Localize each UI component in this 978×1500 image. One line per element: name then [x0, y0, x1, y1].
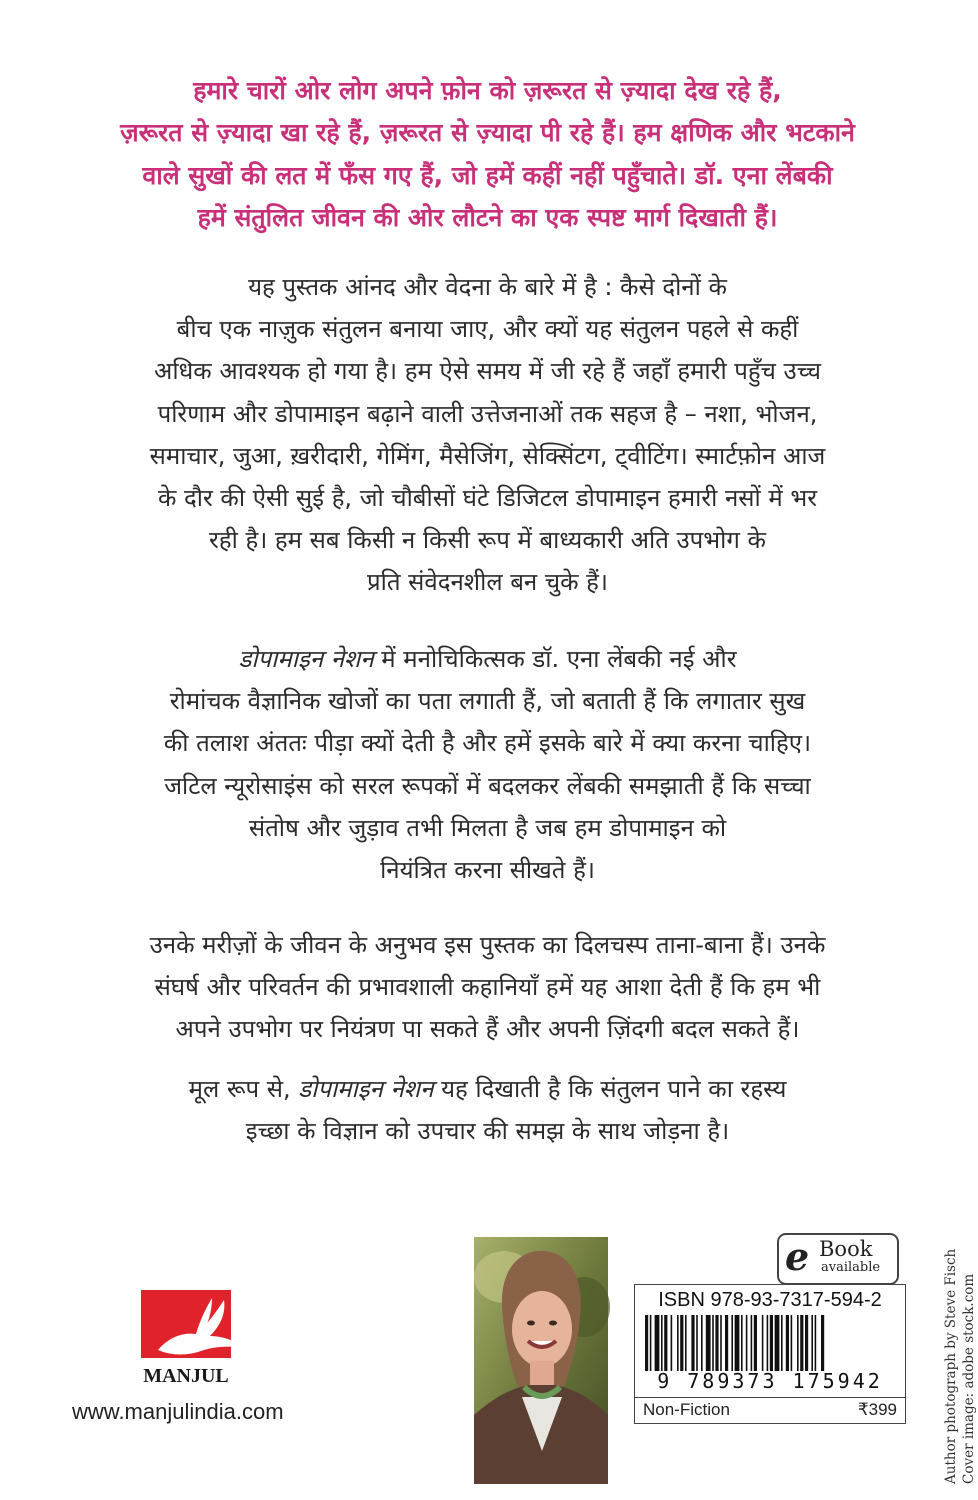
text-line: रोमांचक वैज्ञानिक खोजों का पता लगाती हैं, जो बताती हैं कि लगातार सुख [169, 687, 806, 716]
text-line: के दौर की ऐसी सुई है, जो चौबीसों घंटे डिजिटल डोपामाइन हमारी नसों में भर [157, 484, 818, 513]
text-line: संघर्ष और परिवर्तन की प्रभावशाली कहानियाँ हमें यह आशा देती हैं कि हम भी [154, 973, 821, 1002]
barcode-number: 9 789373 175942 [657, 1369, 883, 1393]
barcode-bar [671, 1315, 673, 1371]
photo-credits [942, 1249, 978, 1484]
barcode-bar [762, 1315, 764, 1371]
publisher-logo [138, 1290, 250, 1388]
text-line: परिणाम और डोपामाइन बढ़ाने वाली उत्तेजनाओं तक सहज है – नशा, भोजन, [157, 399, 818, 428]
text-line: जटिल न्यूरोसाइंस को सरल रूपकों में बदलकर लेंबकी समझाती हैं कि सच्चा [164, 771, 811, 800]
book-title-italic: डोपामाइन नेशन [238, 645, 374, 673]
text-line [60, 638, 915, 680]
isbn-barcode-box [634, 1284, 906, 1398]
text-fragment: में मनोचिकित्सक डॉ. एना लेंबकी नई और [373, 645, 737, 673]
credit-line: Cover image: adobe stock.com [961, 1273, 977, 1484]
isbn-label: ISBN 978-93-7317-594-2 [658, 1289, 882, 1311]
barcode-bar [751, 1315, 753, 1371]
description-paragraph-4 [60, 1068, 915, 1152]
barcode-bar [701, 1315, 703, 1371]
barcode-bar [735, 1315, 740, 1371]
barcode-bar [754, 1315, 757, 1371]
description-paragraph-3 [60, 924, 915, 1051]
description-paragraph-1 [60, 266, 915, 604]
intro-line: हमें संतुलित जीवन की ओर लौटने का एक स्पष्ट मार्ग दिखाती हैं। [197, 202, 778, 232]
barcode-bar [691, 1315, 694, 1371]
credit-line: Author photograph by Steve Fisch [943, 1248, 959, 1484]
text-line: संतोष और जुड़ाव तभी मिलता है जब हम डोपामाइन को [248, 813, 727, 842]
barcode-bar [725, 1315, 728, 1371]
barcode [645, 1315, 895, 1371]
text-line: समाचार, जुआ, ख़रीदारी, गेमिंग, मैसेजिंग, सेक्सिंटग, ट्वीटिंग। स्मार्टफ़ोन आज [149, 441, 826, 470]
barcode-bar [797, 1315, 799, 1371]
genre-price-box [634, 1397, 906, 1424]
barcode-bar [775, 1315, 780, 1371]
text-line: अपने उपभोग पर नियंत्रण पा सकते हैं और अपनी ज़िंदगी बदल सकते हैं। [175, 1015, 800, 1044]
text-line: बीच एक नाज़ुक संतुलन बनाया जाए, और क्यों यह संतुलन पहले से कहीं [176, 315, 799, 344]
intro-line: हमारे चारों ओर लोग अपने फ़ोन को ज़रूरत से ज़्यादा देख रहे हैं, [193, 76, 782, 105]
barcode-bar [767, 1315, 769, 1371]
text-line: इच्छा के विज्ञान को उपचार की समझ के साथ जोड़ना है। [245, 1117, 730, 1146]
barcode-bar [696, 1315, 698, 1371]
text-line: रही है। हम सब किसी न किसी रूप में बाध्यकारी अति उपभोग के [209, 526, 766, 555]
barcode-bar [715, 1315, 718, 1371]
barcode-bar [770, 1315, 773, 1371]
barcode-bar [680, 1315, 683, 1371]
text-fragment: यह दिखाती है कि संतुलन पाने का रहस्य [433, 1075, 787, 1103]
barcode-bar [821, 1315, 824, 1371]
text-line: की तलाश अंततः पीड़ा क्यों देती है और हमें इसके बारे में क्या करना चाहिए। [163, 729, 812, 758]
intro-line: ज़रूरत से ज़्यादा खा रहे हैं, ज़रूरत से ज़्यादा पी रहे हैं। हम क्षणिक और भटकाने [120, 118, 855, 148]
publisher-website[interactable]: www.manjulindia.com [72, 1399, 284, 1424]
barcode-bar [800, 1315, 803, 1371]
barcode-bar [645, 1315, 648, 1371]
barcode-bar [731, 1315, 733, 1371]
text-fragment: मूल रूप से, [188, 1075, 299, 1103]
barcode-bar [791, 1315, 793, 1371]
text-line [60, 1068, 915, 1110]
barcode-bar [746, 1315, 748, 1371]
barcode-bar [720, 1315, 722, 1371]
price-label: ₹399 [857, 1400, 897, 1419]
text-line: अधिक आवश्यक हो गया है। हम ऐसे समय में जी रहे हैं जहाँ हमारी पहुँच उच्च [154, 357, 821, 386]
description-paragraph-2 [60, 638, 915, 891]
ebook-badge [777, 1233, 899, 1285]
ebook-available: available [821, 1260, 881, 1275]
barcode-bar [677, 1315, 679, 1371]
barcode-bar [661, 1315, 663, 1371]
barcode-bar [815, 1315, 817, 1371]
barcode-bar [786, 1315, 789, 1371]
intro-line: वाले सुखों की लत में फँस गए हैं, जो हमें कहीं नहीं पहुँचाते। डॉ. एना लेंबकी [142, 160, 833, 190]
intro-paragraph [60, 70, 915, 239]
barcode-bar [805, 1315, 808, 1371]
text-line: प्रति संवेदनशील बन चुके हैं। [366, 568, 609, 597]
text-line: यह पुस्तक आंनद और वेदना के बारे में है : कैसे दोनों के [248, 273, 727, 301]
author-photo [474, 1237, 608, 1484]
barcode-bar [811, 1315, 813, 1371]
barcode-bar [706, 1315, 711, 1371]
publisher-name: MANJUL [143, 1365, 229, 1387]
barcode-bar [655, 1315, 660, 1371]
ebook-letter: e [785, 1234, 810, 1279]
text-line: उनके मरीज़ों के जीवन के अनुभव इस पुस्तक का दिलचस्प ताना-बाना हैं। उनके [149, 931, 826, 959]
genre-label: Non-Fiction [643, 1400, 730, 1419]
barcode-bar [664, 1315, 667, 1371]
text-line: नियंत्रित करना सीखते हैं। [380, 856, 595, 885]
barcode-bar [712, 1315, 714, 1371]
barcode-bar [685, 1315, 687, 1371]
book-title-italic: डोपामाइन नेशन [298, 1075, 434, 1103]
barcode-bar [650, 1315, 652, 1371]
barcode-bar [741, 1315, 743, 1371]
barcode-bar [781, 1315, 783, 1371]
ebook-word: Book [819, 1237, 873, 1261]
